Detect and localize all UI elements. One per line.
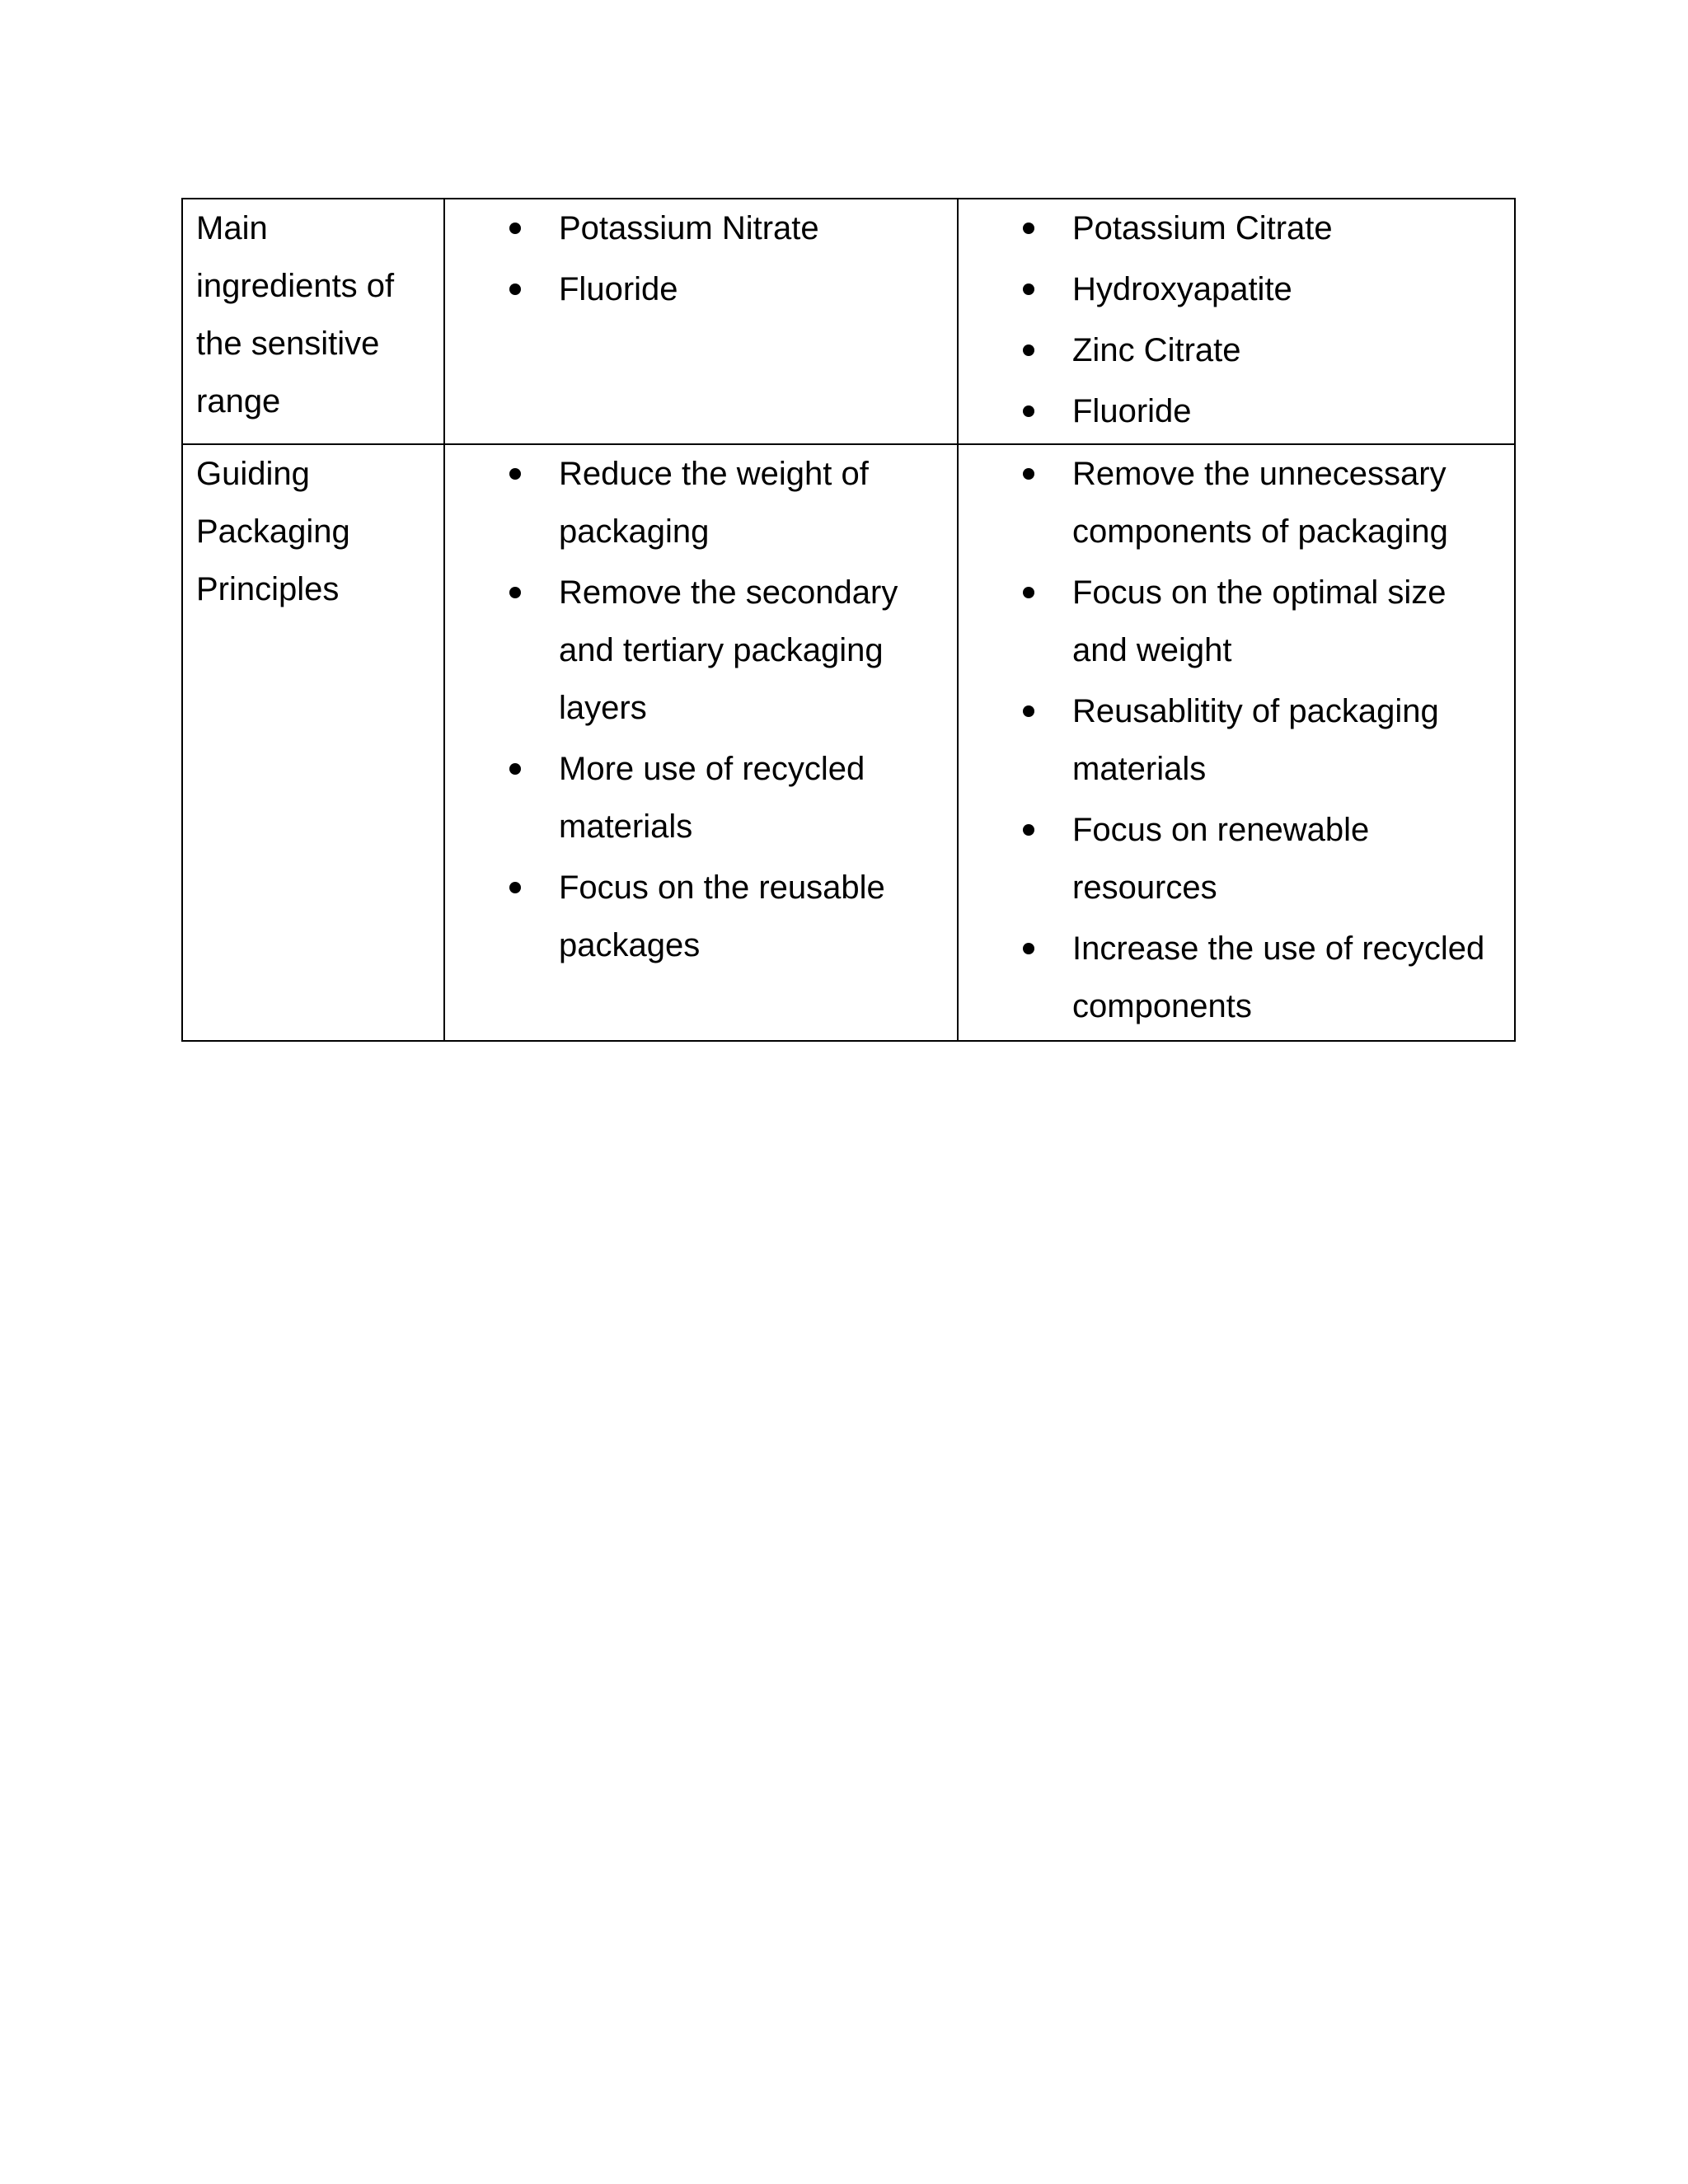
list-item-text: Zinc Citrate (1072, 332, 1241, 368)
list-item (959, 682, 1498, 798)
list-item-text: Fluoride (559, 271, 678, 307)
list-item (445, 260, 940, 318)
list-item-text: Focus on renewable resources (1072, 812, 1370, 906)
bullet-icon (1023, 587, 1034, 598)
bullet-icon (509, 284, 521, 295)
list-item (959, 321, 1498, 379)
bullet-icon (509, 587, 521, 598)
table-cell (444, 444, 958, 1041)
bullet-icon (509, 223, 521, 234)
list-item-text: More use of recycled materials (559, 751, 865, 845)
list-item (445, 445, 940, 560)
table-cell (958, 444, 1515, 1041)
list-item-text: Potassium Nitrate (559, 210, 819, 246)
row-label: Guiding Packaging Principles (196, 456, 350, 607)
list-item (959, 445, 1498, 560)
bullet-icon (1023, 705, 1034, 717)
bullet-icon (509, 468, 521, 480)
list-item (445, 740, 940, 855)
bullet-list (959, 199, 1514, 440)
bullet-list (445, 199, 957, 318)
bullet-icon (1023, 344, 1034, 356)
list-item (959, 801, 1498, 916)
list-item-text: Remove the unnecessary components of packaging (1072, 456, 1448, 550)
list-item-text: Fluoride (1072, 393, 1192, 429)
bullet-icon (509, 763, 521, 775)
list-item-text: Reusablitity of packaging materials (1072, 693, 1439, 787)
list-item (959, 920, 1498, 1035)
list-item-text: Increase the use of recycled components (1072, 930, 1485, 1024)
list-item-text: Focus on the optimal size and weight (1072, 574, 1447, 668)
table-cell (444, 199, 958, 444)
bullet-icon (1023, 824, 1034, 836)
bullet-list (445, 445, 957, 974)
list-item-text: Reduce the weight of packaging (559, 456, 869, 550)
list-item-text: Focus on the reusable packages (559, 869, 885, 963)
list-item (959, 382, 1498, 440)
row-label-cell (182, 444, 444, 1041)
list-item-text: Hydroxyapatite (1072, 271, 1292, 307)
bullet-icon (1023, 284, 1034, 295)
comparison-table (181, 198, 1516, 1042)
bullet-icon (1023, 468, 1034, 480)
bullet-icon (1023, 223, 1034, 234)
table-row (182, 444, 1515, 1041)
list-item (445, 199, 940, 257)
list-item-text: Potassium Citrate (1072, 210, 1333, 246)
table-row (182, 199, 1515, 444)
bullet-icon (1023, 943, 1034, 954)
list-item (959, 199, 1498, 257)
bullet-icon (1023, 405, 1034, 417)
table-cell (958, 199, 1515, 444)
list-item-text: Remove the secondary and tertiary packaging layers (559, 574, 898, 726)
bullet-icon (509, 882, 521, 893)
list-item (445, 564, 940, 737)
list-item (445, 859, 940, 974)
list-item (959, 260, 1498, 318)
row-label: Main ingredients of the sensitive range (196, 210, 395, 419)
row-label-cell (182, 199, 444, 444)
list-item (959, 564, 1498, 679)
bullet-list (959, 445, 1514, 1035)
